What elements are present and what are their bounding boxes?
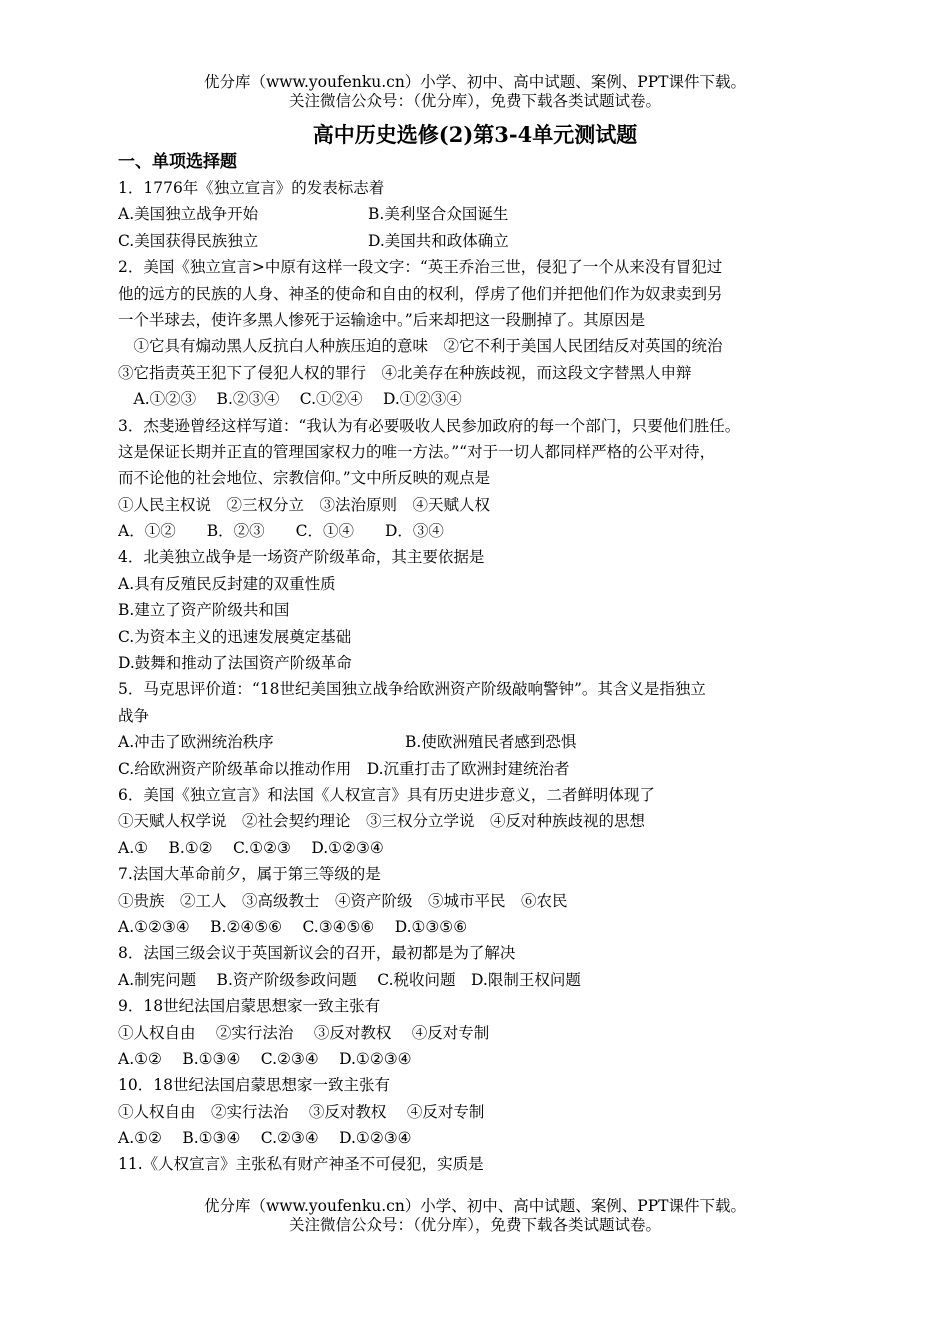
text-line: C.为资本主义的迅速发展奠定基础: [118, 627, 352, 646]
text-line: 一个半球去，使许多黑人惨死于运输途中。”后来却把这一段删掉了。其原因是: [118, 310, 646, 329]
text-line: [118, 201, 842, 227]
text-line: ③它指责英王犯下了侵犯人权的罪行 ④北美存在种族歧视，而这段文字替黑人申辩: [118, 363, 692, 382]
text-line: 9．18世纪法国启蒙思想家一致主张有: [118, 997, 381, 1016]
text-line: ①人民主权说 ②三权分立 ③法治原则 ④天赋人权: [118, 495, 491, 514]
option-right: B.美利坚合众国诞生: [368, 205, 509, 224]
text-line: A.①② B.①③④ C.②③④ D.①②③④: [118, 1049, 412, 1068]
text-line: ①人权自由 ②实行法治 ③反对教权 ④反对专制: [118, 1023, 490, 1042]
text-line: 6．美国《独立宣言》和法国《人权宣言》具有历史进步意义，二者鲜明体现了: [118, 785, 655, 804]
text-line: ①天赋人权学说 ②社会契约理论 ③三权分立学说 ④反对种族歧视的思想: [118, 812, 646, 831]
page-header: [0, 73, 950, 111]
text-line: ①它具有煽动黑人反抗白人种族压迫的意味 ②它不利于美国人民团结反对英国的统治: [118, 337, 723, 356]
page-title: 高中历史选修(2)第3-4单元测试题: [312, 122, 638, 147]
text-line: 1．1776年《独立宣言》的发表标志着: [118, 179, 385, 197]
question-list: [118, 175, 842, 1178]
text-line: [118, 729, 842, 755]
text-line: B.建立了资产阶级共和国: [118, 601, 290, 620]
text-line: ①人权自由 ②实行法治 ③反对教权 ④反对专制: [118, 1102, 485, 1121]
header-line-1: 优分库（www.youfenku.cn）小学、初中、高中试题、案例、PPT课件下载。: [203, 73, 747, 91]
page-footer: [0, 1197, 950, 1235]
text-line: 3．杰斐逊曾经这样写道：“我认为有必要吸收人民参加政府的每一个部门，只要他们胜任。: [118, 416, 741, 435]
text-line: 8．法国三级会议于英国新议会的召开，最初都是为了解决: [118, 944, 516, 963]
text-line: 5．马克思评价道：“18世纪美国独立战争给欧洲资产阶级敲响警钟”。其含义是指独立: [118, 680, 706, 699]
text-line: 2．美国《独立宣言>中原有这样一段文字：“英王乔治三世，侵犯了一个从来没有冒犯过: [118, 258, 723, 277]
footer-line-2: 关注微信公众号：（优分库），免费下载各类试题试卷。: [288, 1216, 661, 1234]
text-line: 7.法国大革命前夕，属于第三等级的是: [118, 865, 381, 884]
text-line: A．①② B．②③ C．①④ D．③④: [118, 522, 444, 541]
text-line: A.具有反殖民反封建的双重性质: [118, 574, 336, 593]
text-line: 战争: [118, 706, 150, 725]
section-heading: 一、单项选择题: [118, 152, 237, 172]
text-line: A.①②③④ B.②④⑤⑥ C.③④⑤⑥ D.①③⑤⑥: [118, 917, 468, 936]
header-line-2: 关注微信公众号：（优分库），免费下载各类试题试卷。: [288, 92, 661, 110]
text-line: A.① B.①② C.①②③ D.①②③④: [118, 838, 384, 857]
text-line: 10．18世纪法国启蒙思想家一致主张有: [118, 1076, 390, 1095]
option-right: B.使欧洲殖民者感到恐惧: [405, 733, 577, 752]
text-line: 这是保证长期并正直的管理国家权力的唯一方法。”“对于一切人都同样严格的公平对待，: [118, 442, 716, 461]
text-line: ①贵族 ②工人 ③高级教士 ④资产阶级 ⑤城市平民 ⑥农民: [118, 891, 568, 910]
option-left: A.美国独立战争开始: [118, 205, 259, 224]
text-line: 而不论他的社会地位、宗教信仰。”文中所反映的观点是: [118, 469, 491, 488]
footer-line-1: 优分库（www.youfenku.cn）小学、初中、高中试题、案例、PPT课件下载。: [203, 1197, 747, 1215]
text-line: 他的远方的民族的人身、神圣的使命和自由的权利，俘虏了他们并把他们作为奴隶卖到另: [118, 284, 723, 303]
text-line: 4．北美独立战争是一场资产阶级革命，其主要依据是: [118, 548, 485, 567]
text-line: 11.《人权宣言》主张私有财产神圣不可侵犯，实质是: [118, 1155, 484, 1174]
option-left: C.美国获得民族独立: [118, 231, 259, 250]
text-line: A.①②③ B.②③④ C.①②④ D.①②③④: [118, 390, 462, 409]
option-right: D.美国共和政体确立: [368, 231, 509, 250]
option-left: A.冲击了欧洲统治秩序: [118, 733, 274, 752]
text-line: A.①② B.①③④ C.②③④ D.①②③④: [118, 1129, 412, 1148]
text-line: A.制宪问题 B.资产阶级参政问题 C.税收问题 D.限制王权问题: [118, 970, 581, 989]
text-line: [118, 228, 842, 254]
text-line: D.鼓舞和推动了法国资产阶级革命: [118, 654, 352, 673]
text-line: C.给欧洲资产阶级革命以推动作用 D.沉重打击了欧洲封建统治者: [118, 759, 570, 778]
